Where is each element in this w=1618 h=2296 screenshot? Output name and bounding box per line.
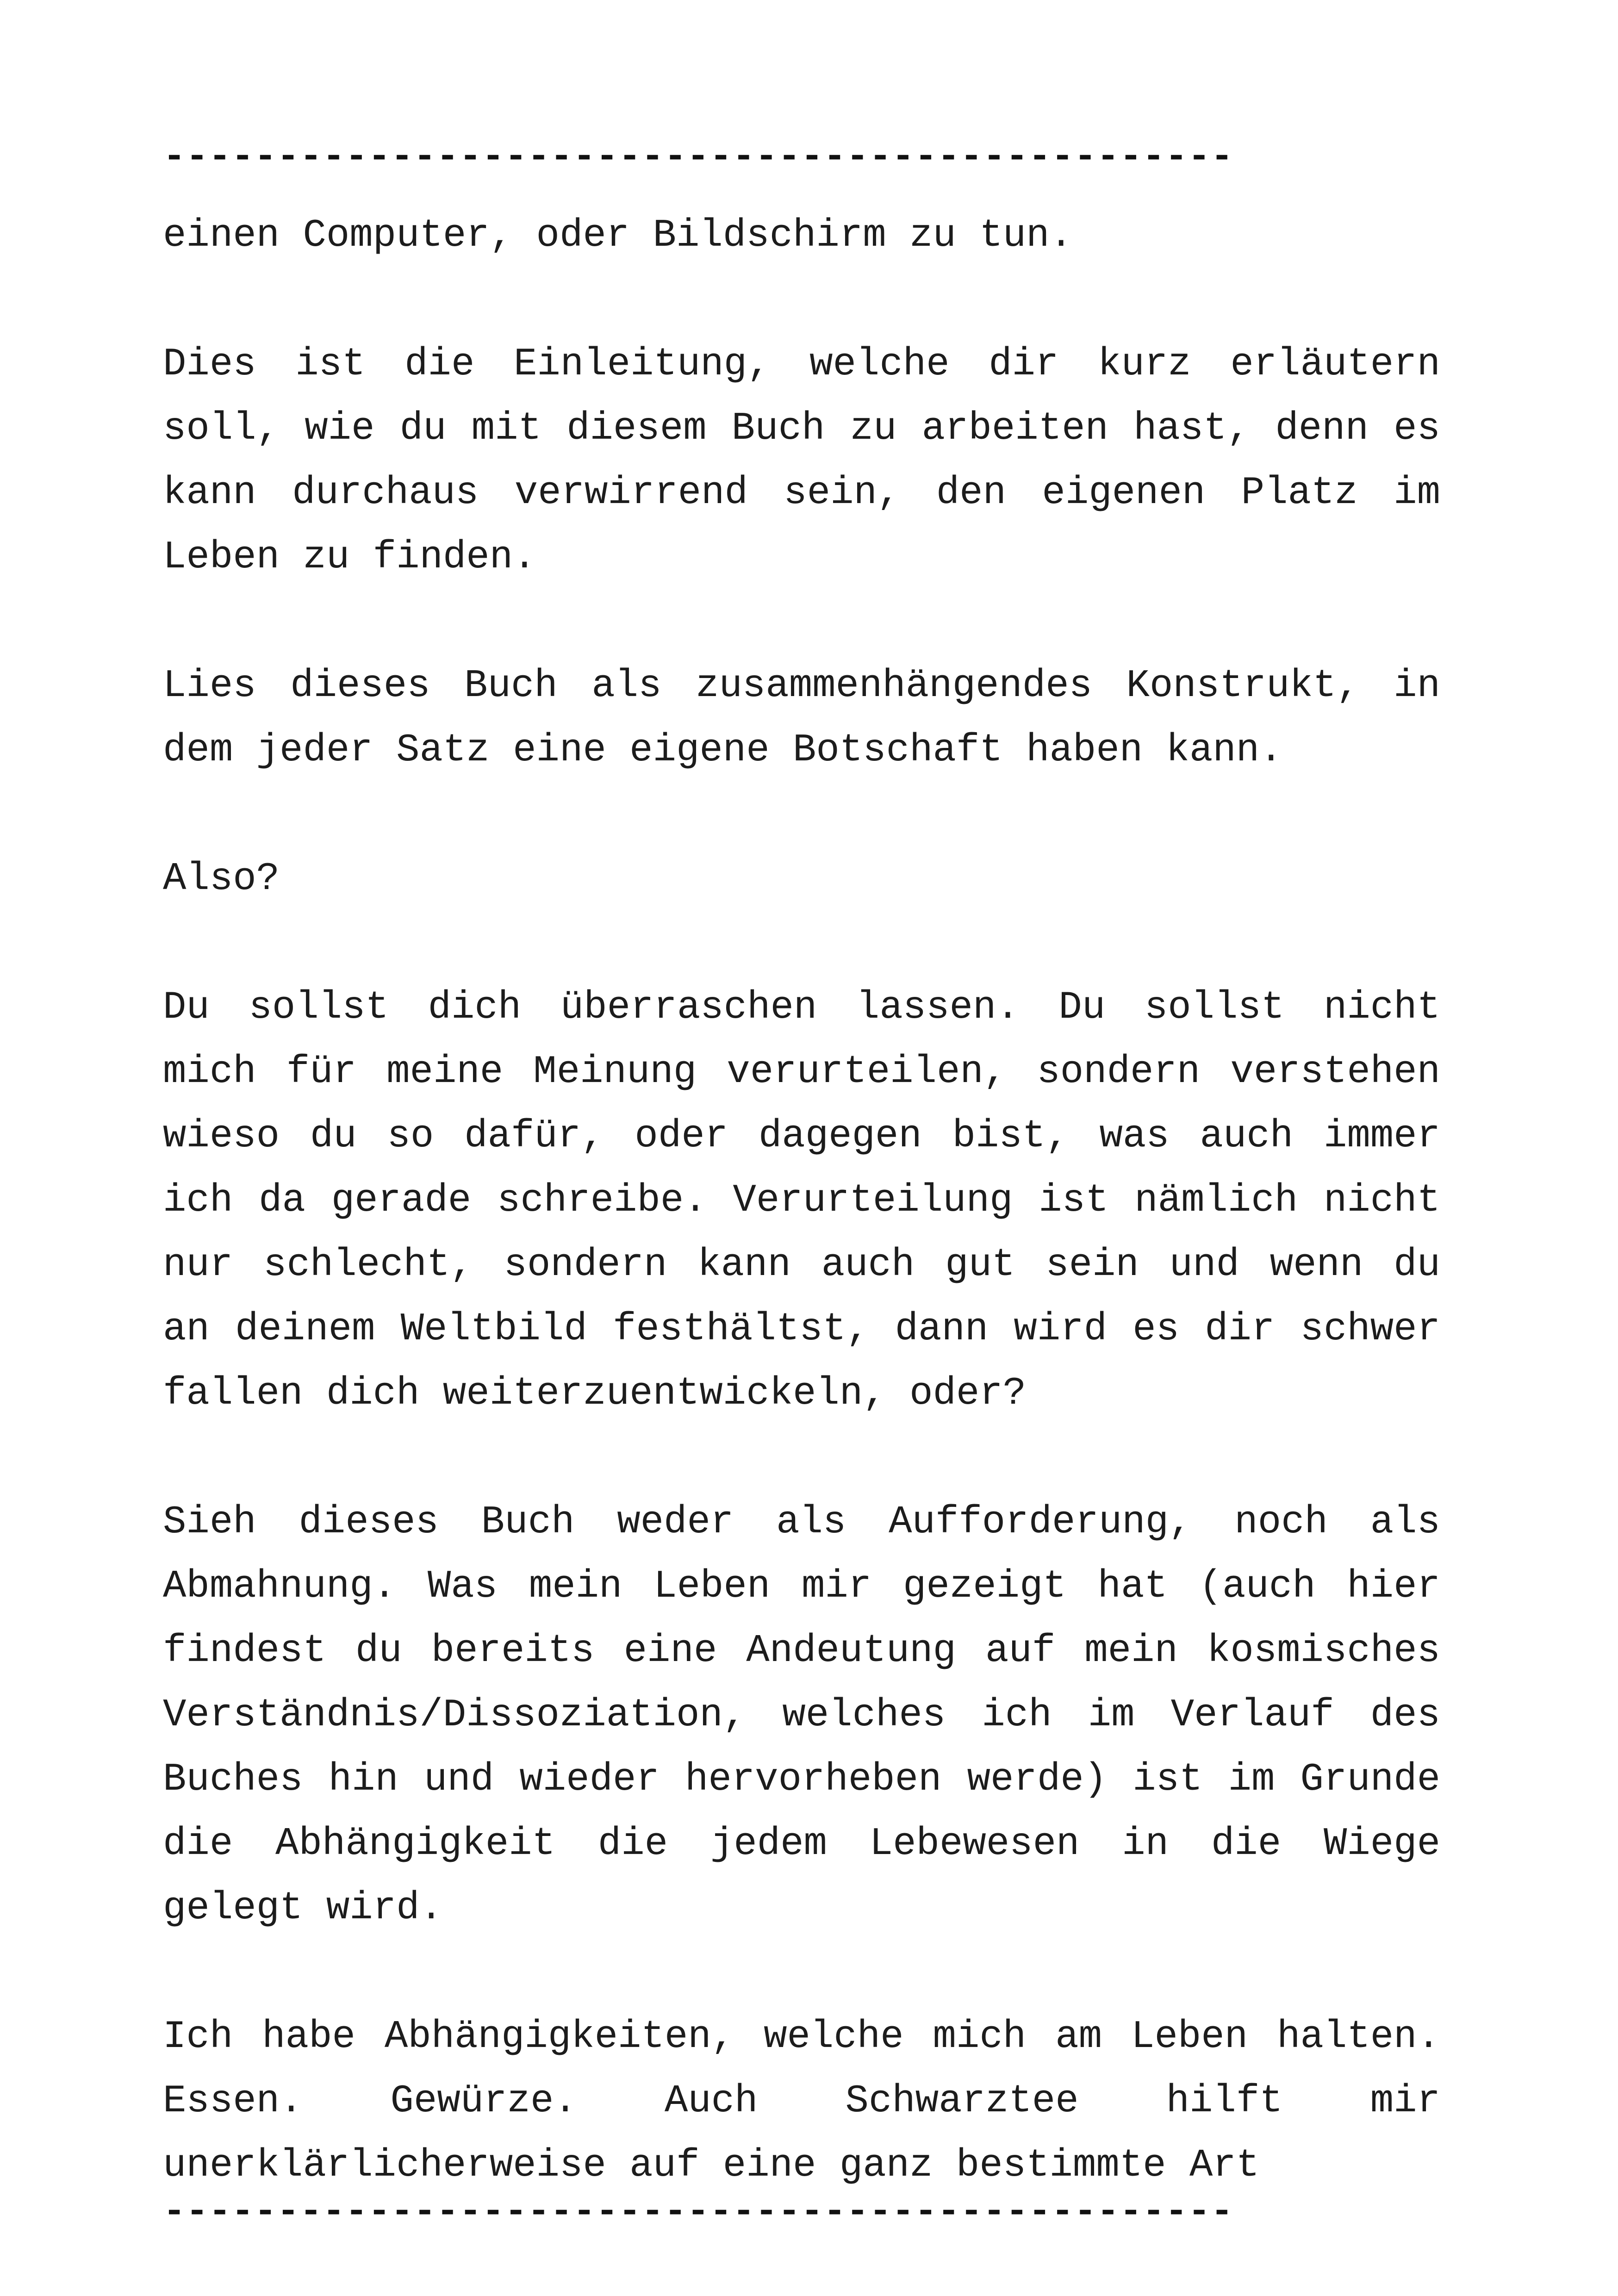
paragraph-1: einen Computer, oder Bildschirm zu tun. [163, 214, 1073, 258]
paragraph-2: Dies ist die Einleitung, welche dir kurz erläutern soll, wie du mit diesem Buch zu arbeiten hast, denn es kann durchaus verwirrend sein, den eigenen Platz im Leben zu finden. [163, 342, 1440, 579]
body-text [163, 204, 1440, 2198]
top-separator-line: ----------------------------------------------- [163, 136, 1233, 179]
paragraph-3: Lies dieses Buch als zusammenhängendes Konstrukt, in dem jeder Satz eine eigene Botschaft haben kann. [163, 664, 1440, 772]
paragraph-6: Sieh dieses Buch weder als Aufforderung, noch als Abmahnung. Was mein Leben mir gezeigt hat (auch hier findest du bereits eine Andeutung auf mein kosmisches Verständnis/Dissoziation, welches ich im Verlauf des Buches hin und wieder hervorheben werde) ist im Grunde die Abhängigkeit die jedem Lebewesen in die Wiege gelegt wird. [163, 1500, 1440, 1930]
paragraph-7: Ich habe Abhängigkeiten, welche mich am Leben halten. Essen. Gewürze. Auch Schwarztee hilft mir unerklärlicherweise auf eine ganz bestimmte Art [163, 2015, 1440, 2188]
paragraph-4: Also? [163, 857, 280, 901]
bottom-separator-line: ----------------------------------------------- [163, 2190, 1233, 2234]
paragraph-5: Du sollst dich überraschen lassen. Du sollst nicht mich für meine Meinung verurteilen, sondern verstehen wieso du so dafür, oder dagegen bist, was auch immer ich da gerade schreibe. Verurteilung ist nämlich nicht nur schlecht, sondern kann auch gut sein und wenn du an deinem Weltbild festhältst, dann wird es dir schwer fallen dich weiterzuentwickeln, oder? [163, 986, 1440, 1416]
